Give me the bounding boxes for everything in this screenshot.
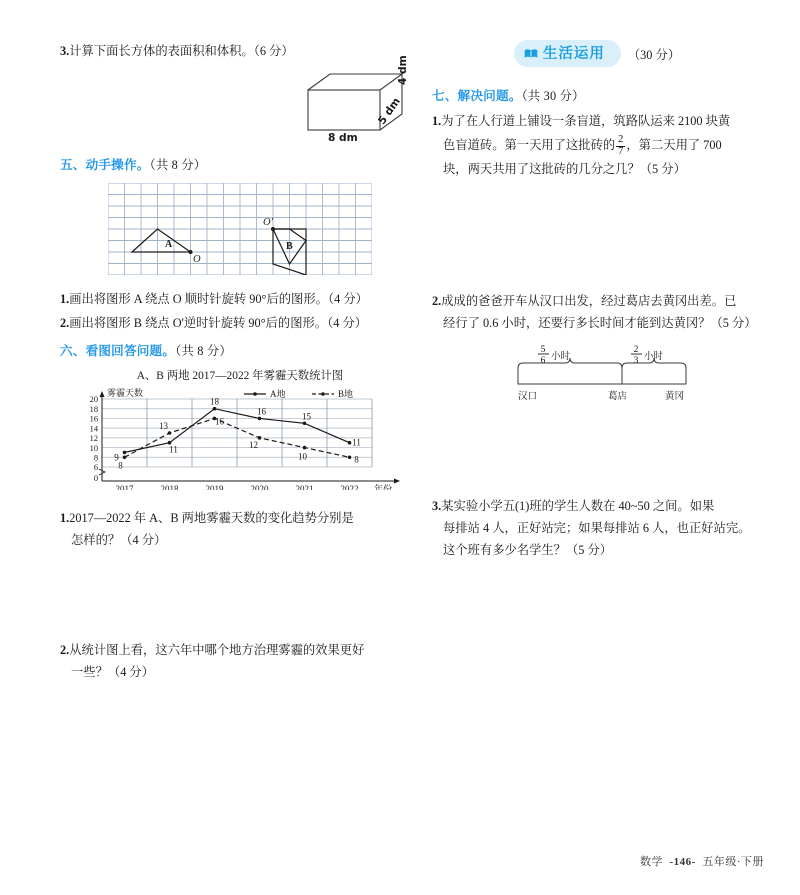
- point-label-B地-2018: 13: [159, 421, 168, 431]
- question-line-2a: 色盲道砖。第一天用了这批砖的: [443, 138, 616, 152]
- journey-number-line: [510, 342, 762, 409]
- point-label-B地-2021: 10: [298, 451, 307, 462]
- y-tick-6: 6: [93, 463, 98, 473]
- question-7-3: [432, 495, 762, 561]
- x-tick-2022: 2022: [340, 484, 359, 490]
- footer-grade: 五年级·下册: [702, 856, 764, 868]
- x-tick-2020: 2020: [250, 484, 269, 490]
- svg-text:3: 3: [633, 356, 639, 366]
- cuboid-figure: [302, 55, 414, 151]
- question-7-1: [432, 110, 762, 180]
- item-text-line1: 2017—2022 年 A、B 两地雾霾天数的变化趋势分别是: [69, 511, 354, 525]
- point-label-A地-2022: 11: [352, 437, 361, 448]
- section-5-title: 五、动手操作。: [60, 157, 150, 172]
- section-6-title: 六、看图回答问题。: [60, 343, 176, 358]
- question-line-2b: ，第二天用了 700: [626, 138, 722, 152]
- point-label-A地-2017: 9: [114, 452, 119, 463]
- question-number: 1.: [432, 114, 442, 128]
- question-number: 3.: [432, 499, 442, 513]
- item-number: 2.: [60, 316, 70, 330]
- question-number: 3.: [60, 44, 70, 58]
- item-text-line2: 怎样的？（4 分）: [71, 533, 167, 547]
- grid-rotation-figure: [108, 183, 420, 280]
- section-7-heading: [432, 85, 762, 104]
- stop-label-0: 汉口: [518, 392, 538, 402]
- section-5-item-1: [60, 288, 420, 310]
- question-7-2: [432, 290, 762, 334]
- point-label-A地-2019: 18: [210, 396, 219, 407]
- question-line-3: 这个班有多少名学生？（5 分）: [443, 543, 613, 557]
- x-tick-2018: 2018: [160, 484, 179, 490]
- question-line-1: 成成的爸爸开车从汉口出发，经过葛店去黄冈出差。已: [441, 294, 737, 308]
- cuboid-length-label: 8 dm: [328, 132, 358, 144]
- y-tick-16: 16: [89, 414, 98, 424]
- y-tick-8: 8: [93, 453, 98, 463]
- section-5-points: （共 8 分）: [149, 158, 207, 172]
- section-7-title: 七、解决问题。: [432, 88, 522, 103]
- question-number: 2.: [432, 294, 442, 308]
- section-5-heading: [60, 154, 420, 173]
- y-tick-12: 12: [89, 434, 98, 444]
- section-6-item-2: [60, 639, 420, 683]
- item-number: 1.: [60, 511, 70, 525]
- question-line-2: 每排站 4 人，正好站完；如果每排站 6 人，也正好站完。: [443, 521, 751, 535]
- life-application-banner: [514, 40, 621, 67]
- book-icon: [524, 48, 538, 64]
- x-tick-2019: 2019: [205, 484, 224, 490]
- fraction-two-sevenths: [616, 135, 625, 157]
- smog-days-line-chart: [72, 385, 420, 495]
- svg-text:小时: 小时: [644, 352, 664, 362]
- footer-subject: 数学: [640, 856, 663, 868]
- point-label-B地-2020: 12: [249, 439, 258, 450]
- question-text: 计算下面长方体的表面积和体积。（6 分）: [69, 44, 294, 58]
- item-text: 画出将图形 B 绕点 O'逆时针旋转 90°后的图形。（4 分）: [69, 316, 368, 330]
- right-column: [432, 40, 762, 563]
- footer-page-number: -146-: [669, 856, 696, 868]
- item-text: 画出将图形 A 绕点 O 顺时针旋转 90°后的图形。（4 分）: [69, 292, 368, 306]
- legend-label-A地: A地: [270, 389, 286, 399]
- svg-text:小时: 小时: [551, 352, 571, 362]
- point-o-label: O: [193, 254, 201, 265]
- y-tick-10: 10: [89, 443, 98, 453]
- fraction-denominator: 7: [618, 145, 624, 157]
- section-7-points: （共 30 分）: [521, 89, 585, 103]
- point-label-A地-2018: 11: [169, 444, 178, 455]
- item-text-line1: 从统计图上看，这六年中哪个地方治理雾霾的效果更好: [69, 643, 365, 657]
- y-tick-18: 18: [89, 404, 98, 414]
- x-axis-label: 年份: [374, 484, 393, 490]
- question-line-2: 经行了 0.6 小时，还要行多长时间才能到达黄冈？（5 分）: [443, 316, 757, 330]
- section-6-item-1: [60, 507, 420, 551]
- cuboid-height-label: 4 dm: [397, 55, 409, 85]
- y-axis-label: 雾霾天数: [107, 388, 144, 398]
- y-tick-14: 14: [89, 424, 98, 434]
- item-text-line2: 一些？（4 分）: [71, 665, 155, 679]
- point-label-B地-2017: 8: [118, 460, 123, 471]
- life-application-banner-row: [432, 40, 762, 67]
- svg-text:2: 2: [633, 345, 639, 355]
- fraction-numerator: 2: [618, 134, 624, 146]
- banner-label: 生活运用: [542, 46, 605, 62]
- question-line-3: 块，两天共用了这批砖的几分之几？（5 分）: [443, 162, 686, 176]
- svg-text:5: 5: [540, 345, 546, 355]
- question-3-surface-volume: [60, 40, 420, 62]
- y-tick-20: 20: [89, 395, 98, 405]
- question-line-1: 为了在人行道上铺设一条盲道，筑路队运来 2100 块黄: [441, 114, 731, 128]
- svg-text:6: 6: [540, 356, 546, 366]
- page-footer: [640, 853, 764, 869]
- point-label-A地-2020: 16: [257, 406, 266, 417]
- chart-title: A、B 两地 2017—2022 年雾霾天数统计图: [136, 370, 344, 382]
- section-6-heading: [60, 340, 420, 359]
- y-tick-0: 0: [93, 474, 98, 484]
- answer-space-7-1: [432, 182, 762, 290]
- point-label-A地-2021: 15: [302, 411, 311, 422]
- section-6-points: （共 8 分）: [175, 344, 232, 358]
- cuboid-depth-label: 5 dm: [376, 95, 403, 127]
- stop-label-1: 葛店: [608, 392, 628, 402]
- shape-a-label: A: [165, 239, 173, 250]
- shape-b-label: B: [286, 241, 293, 252]
- banner-points: （30 分）: [627, 47, 681, 62]
- legend-label-B地: B地: [338, 389, 354, 399]
- item-number: 2.: [60, 643, 70, 657]
- answer-space-6-1: [60, 553, 420, 639]
- x-tick-2021: 2021: [295, 484, 314, 490]
- item-number: 1.: [60, 292, 70, 306]
- left-column: [60, 40, 420, 685]
- answer-space-7-2: [432, 409, 762, 495]
- section-5-item-2: [60, 312, 420, 334]
- point-label-B地-2022: 8: [354, 454, 359, 465]
- x-tick-2017: 2017: [115, 484, 134, 490]
- point-label-B地-2019: 16: [215, 416, 224, 427]
- cuboid-figure-wrap: [60, 55, 420, 154]
- point-o-prime-label: O': [263, 217, 273, 228]
- stop-label-2: 黄冈: [665, 392, 685, 402]
- question-line-1: 某实验小学五(1)班的学生人数在 40~50 之间。如果: [441, 499, 715, 513]
